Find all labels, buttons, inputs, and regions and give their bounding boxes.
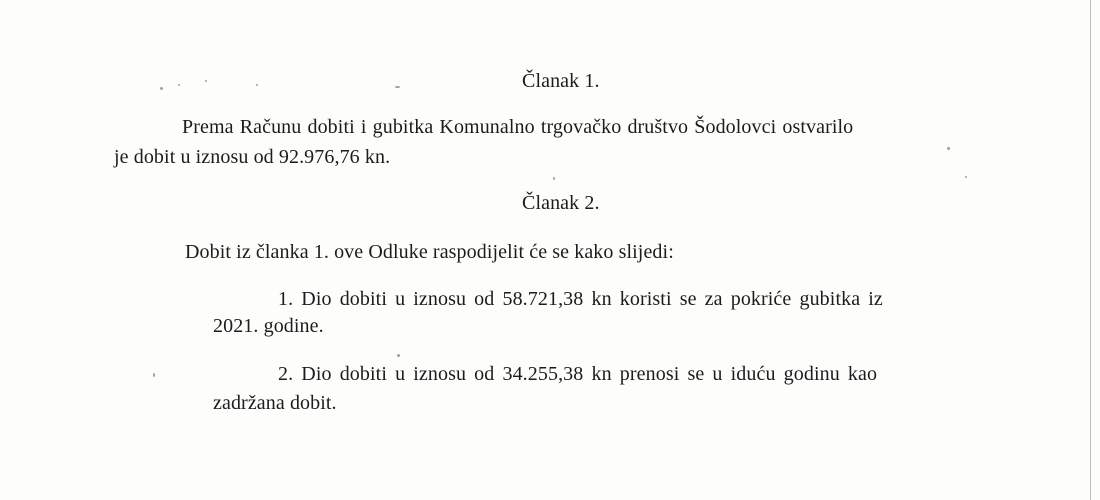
scan-speck bbox=[397, 354, 400, 357]
article-1-paragraph-line-2: je dobit u iznosu od 92.976,76 kn. bbox=[114, 146, 391, 168]
scan-speck bbox=[205, 80, 207, 82]
article-2-intro: Dobit iz članka 1. ove Odluke raspodijelit će se kako slijedi: bbox=[185, 241, 674, 263]
scan-speck bbox=[395, 86, 400, 88]
article-1-paragraph-line-1: Prema Računu dobiti i gubitka Komunalno trgovačko društvo Šodolovci ostvarilo bbox=[182, 116, 854, 138]
scan-speck bbox=[947, 147, 950, 150]
scan-speck bbox=[153, 373, 155, 377]
article-1-heading: Članak 1. bbox=[522, 70, 600, 92]
list-item-1-line-2: 2021. godine. bbox=[213, 315, 324, 337]
scan-speck bbox=[256, 84, 258, 86]
list-item-1-line-1: 1. Dio dobiti u iznosu od 58.721,38 kn koristi se za pokriće gubitka iz bbox=[278, 288, 883, 310]
scan-speck bbox=[965, 176, 967, 178]
page-edge-line bbox=[1090, 0, 1091, 500]
list-item-2-line-1: 2. Dio dobiti u iznosu od 34.255,38 kn prenosi se u iduću godinu kao bbox=[278, 363, 878, 385]
list-item-2-line-2: zadržana dobit. bbox=[213, 392, 337, 414]
scan-speck bbox=[178, 84, 180, 86]
article-2-heading: Članak 2. bbox=[522, 192, 600, 214]
scan-speck bbox=[553, 177, 555, 180]
scan-speck bbox=[160, 87, 163, 90]
